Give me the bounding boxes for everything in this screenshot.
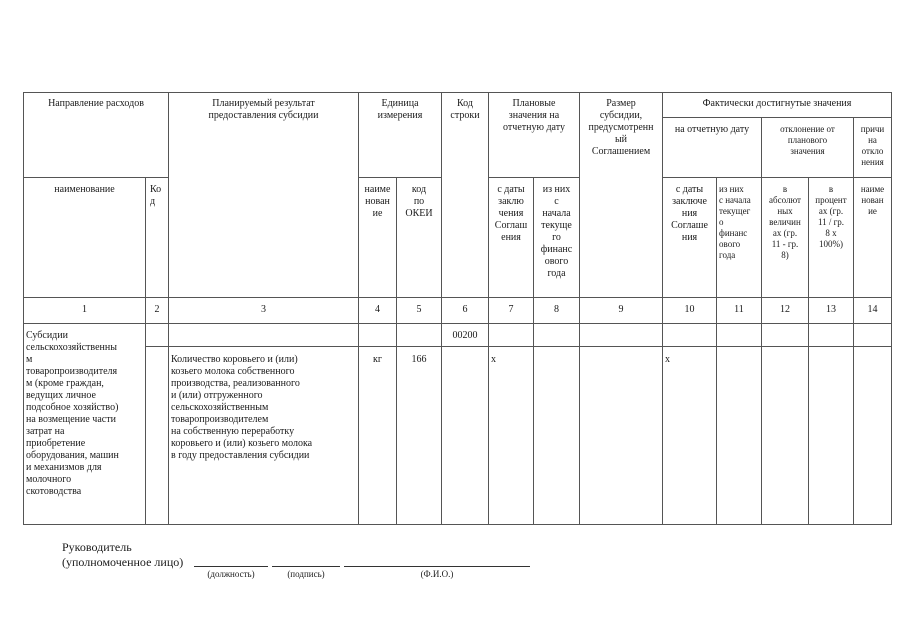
- column-number: 11: [734, 304, 744, 315]
- name-caption: (Ф.И.О.): [420, 569, 454, 579]
- header-direction-code: Ко д: [150, 184, 162, 207]
- row-direction-name: Субсидии сельскохозяйственны м товаропроизводителя м (кроме граждан, ведущих личное подсобное хозяйство) на возмещение части затрат на приобретение оборудования, машин и механизмов для молочного скотоводства: [26, 330, 119, 497]
- header-line-code: Код строки: [450, 98, 480, 121]
- name-line: [344, 566, 530, 567]
- header-actual-values: Фактически достигнутые значения: [702, 98, 852, 109]
- header-direction-name: наименование: [54, 184, 115, 195]
- header-plan-from-agreement: с даты заклю чения Соглаш ения: [494, 184, 528, 243]
- header-actual-from-year: из них с начала текущег о финанс ового года: [719, 184, 751, 260]
- column-number: 3: [261, 304, 266, 315]
- header-subsidy-size: Размер субсидии, предусмотренн ый Соглашением: [588, 98, 654, 157]
- authorized-label: (уполномоченное лицо): [62, 555, 184, 569]
- header-reason-name: наиме нован ие: [860, 184, 885, 216]
- header-deviation: отклонение от планового значения: [780, 124, 835, 156]
- position-line: [194, 566, 268, 567]
- row-line-code: 00200: [452, 330, 478, 341]
- header-unit-name: наиме нован ие: [364, 184, 391, 219]
- column-number: 10: [684, 304, 695, 315]
- column-number: 13: [826, 304, 836, 315]
- column-number: 4: [375, 304, 380, 315]
- header-actual-on-date: на отчетную дату: [674, 124, 750, 135]
- header-deviation-pct: в процент ах (гр. 11 / гр. 8 x 100%): [815, 184, 847, 249]
- column-number: 6: [462, 304, 468, 315]
- header-actual-from-agreement: с даты заключе ния Соглаше ния: [671, 184, 708, 243]
- column-number: 2: [154, 304, 160, 315]
- column-number: 12: [780, 304, 790, 315]
- row-unit-name: кг: [373, 354, 382, 365]
- header-direction: Направление расходов: [48, 98, 144, 109]
- signature-line: [272, 566, 340, 567]
- row-unit-okei: 166: [411, 354, 427, 365]
- column-number: 5: [416, 304, 422, 315]
- signature-caption: (подпись): [287, 569, 325, 579]
- header-deviation-abs: в абсолют ных величин ах (гр. 11 - гр. 8): [769, 184, 801, 260]
- header-unit: Единица измерения: [377, 98, 423, 121]
- header-plan-from-year: из них с начала текуще го финанс ового года: [540, 184, 573, 279]
- column-number: 9: [618, 304, 624, 315]
- header-unit-okei: код по ОКЕИ: [405, 184, 433, 219]
- column-number: 1: [82, 304, 87, 315]
- column-number: 14: [867, 304, 878, 315]
- header-reason: причи на откло нения: [860, 124, 885, 167]
- position-caption: (должность): [207, 569, 255, 579]
- column-number: 8: [554, 304, 559, 315]
- header-plan-values: Плановые значения на отчетную дату: [503, 98, 565, 133]
- head-label: Руководитель: [62, 540, 132, 554]
- header-planned-result: Планируемый результат предоставления субсидии: [208, 98, 319, 121]
- row-plan-from-agreement: x: [491, 354, 496, 365]
- signature-block: [62, 540, 183, 570]
- row-planned-result: Количество коровьего и (или) козьего молока собственного производства, реализованного и (или) отгруженного сельскохозяйственным товаропроизводителем на собственную переработку коровьего и (или) козьего молока в году предоставления субсидии: [171, 354, 313, 461]
- column-number: 7: [508, 304, 514, 315]
- row-actual-from-agreement: x: [665, 354, 670, 365]
